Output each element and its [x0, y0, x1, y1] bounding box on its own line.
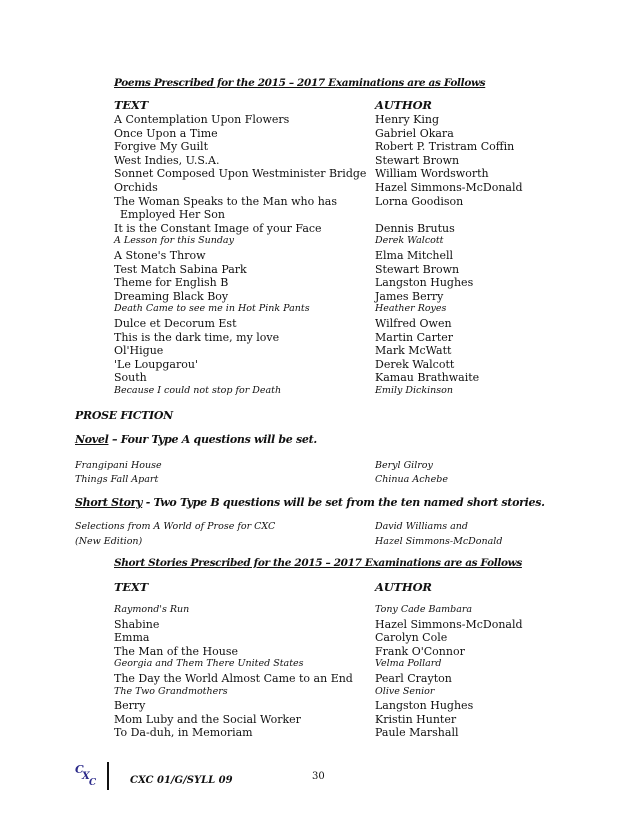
- story-title: Berry: [114, 699, 146, 713]
- short-story-line: [75, 496, 545, 509]
- poem-row: [0, 385, 638, 399]
- poem-title: Once Upon a Time: [114, 126, 218, 140]
- novel-author: Chinua Achebe: [375, 474, 448, 485]
- story-row: [0, 631, 638, 645]
- poem-title: 'Le Loupgarou': [114, 357, 198, 371]
- story-title: The Two Grandmothers: [114, 685, 228, 697]
- poem-title: West Indies, U.S.A.: [114, 153, 220, 167]
- poem-row: [0, 276, 638, 290]
- story-title: The Day the World Almost Came to an End: [114, 672, 353, 685]
- svg-text:C: C: [75, 763, 84, 776]
- poem-row: [0, 208, 638, 222]
- poem-title: A Contemplation Upon Flowers: [114, 113, 290, 126]
- poem-author: Mark McWatt: [375, 344, 452, 358]
- story-author: Kristin Hunter: [375, 712, 457, 726]
- novel-rest: – Four Type A questions will be set.: [108, 433, 317, 446]
- poem-author: Lorna Goodison: [375, 194, 464, 208]
- poem-row: [0, 249, 638, 263]
- story-author: Olive Senior: [375, 685, 435, 697]
- poem-author: Dennis Brutus: [375, 221, 455, 235]
- poem-title: Dulce et Decorum Est: [114, 317, 237, 330]
- story-author: Langston Hughes: [375, 699, 474, 713]
- prose-title: PROSE FICTION: [75, 409, 173, 422]
- poem-title: Employed Her Son: [120, 208, 226, 222]
- story-author: Hazel Simmons-McDonald: [375, 617, 523, 631]
- poem-author: Langston Hughes: [375, 276, 474, 290]
- selection-author: David Williams and: [375, 521, 468, 532]
- poem-title: A Stone's Throw: [114, 249, 206, 262]
- poem-title: This is the dark time, my love: [114, 330, 280, 344]
- story-row: [0, 699, 638, 713]
- story-author: Pearl Crayton: [375, 672, 452, 685]
- poem-title: It is the Constant Image of your Face: [114, 221, 322, 235]
- poem-row: [0, 154, 638, 168]
- novel-author: Beryl Gilroy: [375, 460, 433, 471]
- poem-row: [0, 331, 638, 345]
- poem-row: [0, 181, 638, 195]
- poem-author: Derek Walcott: [375, 235, 444, 247]
- selection-row: [0, 536, 638, 550]
- poem-title: A Lesson for this Sunday: [114, 235, 234, 247]
- poem-row: [0, 235, 638, 249]
- story-row: [0, 713, 638, 727]
- poem-row: [0, 371, 638, 385]
- story-author: Tony Cade Bambara: [375, 604, 473, 615]
- poem-title: Test Match Sabina Park: [114, 262, 247, 276]
- stories-col-text: TEXT: [114, 580, 149, 594]
- story-author: Paule Marshall: [375, 726, 459, 740]
- selection-row: [0, 521, 638, 535]
- poem-author: Henry King: [375, 113, 440, 126]
- poem-row: [0, 358, 638, 372]
- story-title: To Da-duh, in Memoriam: [114, 726, 253, 740]
- story-row: [0, 658, 638, 672]
- page-number: 30: [312, 771, 325, 782]
- poem-row: [0, 290, 638, 304]
- poem-title: Orchids: [114, 181, 158, 194]
- story-title: Emma: [114, 631, 150, 645]
- novel-row: [0, 474, 638, 488]
- stories-col-author: AUTHOR: [375, 580, 432, 594]
- poem-author: Kamau Brathwaite: [375, 371, 480, 385]
- story-row: [0, 645, 638, 659]
- novel-title: Things Fall Apart: [75, 474, 159, 485]
- poem-title: Sonnet Composed Upon Westminister Bridge: [114, 167, 367, 181]
- poem-author: Derek Walcott: [375, 357, 455, 371]
- poem-title: Because I could not stop for Death: [114, 385, 282, 396]
- poem-row: [0, 167, 638, 181]
- poem-author: Gabriel Okara: [375, 126, 454, 140]
- novel-title: Frangipani House: [75, 460, 162, 471]
- poem-row: [0, 140, 638, 154]
- story-row: [0, 618, 638, 632]
- story-row: [0, 604, 638, 618]
- poem-author: Hazel Simmons-McDonald: [375, 181, 523, 194]
- poem-row: [0, 222, 638, 236]
- poem-row: [0, 127, 638, 141]
- poem-title: Death Came to see me in Hot Pink Pants: [114, 303, 310, 315]
- short-story-label: Short Story: [75, 496, 143, 509]
- poem-title: Theme for English B: [114, 276, 229, 290]
- poem-title: South: [114, 371, 147, 385]
- poem-title: Ol'Higue: [114, 344, 164, 358]
- poem-row: [0, 303, 638, 317]
- poem-author: Martin Carter: [375, 330, 454, 344]
- poem-author: William Wordsworth: [375, 167, 489, 181]
- poems-heading: Poems Prescribed for the 2015 – 2017 Examinations are as Follows: [114, 77, 486, 89]
- poem-author: James Berry: [375, 289, 444, 303]
- selection-title: Selections from A World of Prose for CXC: [75, 521, 276, 532]
- story-title: Raymond's Run: [114, 604, 190, 615]
- poems-col-text: TEXT: [114, 98, 149, 112]
- poem-author: Stewart Brown: [375, 262, 460, 276]
- poem-author: Elma Mitchell: [375, 249, 454, 262]
- story-title: Shabine: [114, 617, 160, 631]
- poem-row: [0, 263, 638, 277]
- cxc-logo: [74, 760, 100, 786]
- story-author: Velma Pollard: [375, 658, 442, 670]
- story-title: Mom Luby and the Social Worker: [114, 712, 301, 726]
- selection-title: (New Edition): [75, 536, 143, 547]
- poem-title: Forgive My Guilt: [114, 140, 208, 154]
- poem-author: Heather Royes: [375, 303, 447, 315]
- selection-author: Hazel Simmons-McDonald: [375, 536, 503, 547]
- svg-text:X: X: [82, 771, 90, 782]
- poem-row: [0, 317, 638, 331]
- poem-author: Robert P. Tristram Coffin: [375, 140, 515, 154]
- poem-title: The Woman Speaks to the Man who has: [114, 194, 337, 208]
- poem-row: [0, 113, 638, 127]
- poem-row: [0, 344, 638, 358]
- poem-title: Dreaming Black Boy: [114, 289, 229, 303]
- story-author: Carolyn Cole: [375, 631, 448, 645]
- short-story-rest: - Two Type B questions will be set from the ten named short stories.: [142, 496, 545, 509]
- story-row: [0, 726, 638, 740]
- story-row: [0, 672, 638, 686]
- poems-col-author: AUTHOR: [375, 98, 432, 112]
- footer-divider: [107, 762, 109, 790]
- poem-row: [0, 195, 638, 209]
- poem-author: Emily Dickinson: [375, 385, 454, 396]
- novel-line: [75, 433, 317, 446]
- story-row: [0, 686, 638, 700]
- syllabus-code: CXC 01/G/SYLL 09: [130, 775, 233, 786]
- poem-author: Wilfred Owen: [375, 317, 452, 330]
- poem-author: Stewart Brown: [375, 153, 460, 167]
- story-title: Georgia and Them There United States: [114, 658, 304, 670]
- story-author: Frank O'Connor: [375, 644, 465, 658]
- stories-heading: Short Stories Prescribed for the 2015 – 2017 Examinations are as Follows: [114, 557, 522, 569]
- novel-label: Novel: [75, 433, 109, 446]
- novel-row: [0, 460, 638, 474]
- story-title: The Man of the House: [114, 644, 238, 658]
- svg-text:C: C: [89, 778, 97, 786]
